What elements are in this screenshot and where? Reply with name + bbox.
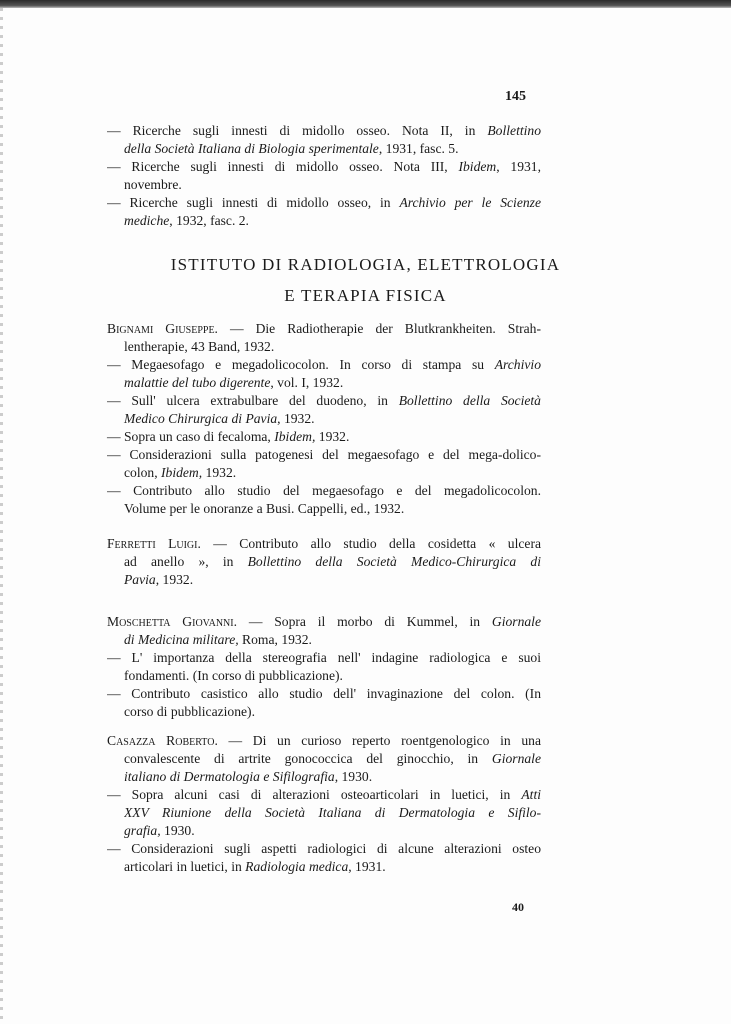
publication-title: Bollettino della Società Medico-Chirurgica di: [247, 554, 541, 569]
entry-line: [107, 356, 541, 374]
entry-text: corso di pubblicazione).: [124, 704, 255, 719]
entry-text: 1932.: [202, 465, 237, 480]
entry-author-line: [107, 535, 541, 553]
entry-line: [107, 840, 541, 858]
entry-line: [124, 750, 541, 768]
author-name: Moschetta Giovanni.: [107, 614, 238, 629]
section-heading-line-1: ISTITUTO DI RADIOLOGIA, ELETTROLOGIA: [170, 255, 561, 274]
entry-line: [124, 631, 312, 649]
entry-text: Roma, 1932.: [238, 632, 312, 647]
entry-text: , vol. I, 1932.: [270, 375, 344, 390]
entry-line: [124, 571, 193, 589]
publication-title: Bollettino della Società: [398, 393, 541, 408]
entry-line: [124, 464, 236, 482]
entry-line: [124, 768, 372, 786]
entry-author-line: [107, 732, 541, 750]
entry-line: [124, 703, 255, 721]
entry-text: , 1932, fasc. 2.: [169, 213, 249, 228]
entry-line: [107, 786, 541, 804]
entry-line: [107, 392, 541, 410]
entry-line: [124, 553, 541, 571]
entry-text: , 1931,: [496, 159, 541, 174]
entry-text: , 1932.: [277, 411, 315, 426]
publication-title: Giornale: [491, 614, 541, 629]
entry-text: 1930.: [160, 823, 195, 838]
entry-line: [107, 446, 541, 464]
publication-title: Bollettino: [487, 123, 541, 138]
entry-text: 1932.: [315, 429, 350, 444]
entry-text: — Considerazioni sugli aspetti radiologici di alcune alterazioni osteo: [107, 841, 541, 856]
publication-title: Archivio per le Scienze: [399, 195, 541, 210]
publication-title: Giornale: [491, 751, 541, 766]
publication-title: mediche: [124, 213, 170, 228]
entry-text: — Contributo allo studio del megaesofago e del megadolicocolon.: [107, 483, 541, 498]
entry-text: — Contributo allo studio della cosidetta « ulcera: [200, 536, 541, 551]
entry-text: fondamenti. (In corso di pubblicazione).: [124, 668, 343, 683]
entry-line: [107, 482, 541, 500]
publication-title: grafia,: [124, 823, 161, 838]
entry-line: [124, 667, 343, 685]
entry-line: [107, 194, 541, 212]
entry-line: [124, 410, 315, 428]
entry-text: — Die Radiotherapie der Blutkrankheiten. Strah-: [217, 321, 541, 336]
entry-line: [124, 176, 182, 194]
entry-author-line: [107, 613, 541, 631]
entry-line: [107, 122, 541, 140]
entry-line: [124, 858, 386, 876]
scan-top-border: [0, 0, 731, 8]
entry-text: — Sull' ulcera extrabulbare del duodeno, in: [107, 393, 399, 408]
entry-text: — Sopra alcuni casi di alterazioni osteoarticolari in luetici, in: [107, 787, 522, 802]
page-number: 145: [505, 89, 526, 104]
entry-text: convalescente di artrite gonococcica del ginocchio, in: [124, 751, 492, 766]
entry-text: , 1931, fasc. 5.: [378, 141, 459, 156]
section-heading-line-2: E TERAPIA FISICA: [284, 286, 447, 305]
entry-text: — Megaesofago e megadolicocolon. In corso di stampa su: [107, 357, 495, 372]
author-name: Casazza Roberto.: [107, 733, 218, 748]
entry-text: — Sopra il morbo di Kummel, in: [237, 614, 492, 629]
entry-text: — Ricerche sugli innesti di midollo osseo, in: [107, 195, 400, 210]
entry-text: , 1930.: [334, 769, 373, 784]
entry-line: [107, 158, 541, 176]
publication-title: Archivio: [494, 357, 541, 372]
entry-line: [124, 140, 459, 158]
entry-line: [124, 374, 343, 392]
publication-title: della Società Italiana di Biologia sperimentale: [124, 141, 379, 156]
entry-text: — Ricerche sugli innesti di midollo osseo. Nota III,: [107, 159, 459, 174]
author-name: Ferretti Luigi.: [107, 536, 201, 551]
entry-text: ad anello », in: [124, 554, 248, 569]
entry-text: articolari in luetici, in: [124, 859, 246, 874]
entry-line: [107, 685, 541, 703]
entry-text: novembre.: [124, 177, 182, 192]
entry-line: [124, 212, 249, 230]
publication-title: Ibidem: [458, 159, 497, 174]
publication-title: XXV Riunione della Società Italiana di Dermatologia e Sifilo-: [124, 805, 541, 820]
entry-text: — Ricerche sugli innesti di midollo osseo. Nota II, in: [107, 123, 488, 138]
publication-title: italiano di Dermatologia e Sifilografia: [124, 769, 335, 784]
entry-text: , 1931.: [348, 859, 386, 874]
entry-line: [124, 338, 274, 356]
author-name: Bignami Giuseppe.: [107, 321, 218, 336]
entry-text: — Sopra un caso di fecaloma,: [107, 429, 275, 444]
publication-title: Pavia: [124, 572, 156, 587]
entry-text: — L' importanza della stereografia nell' indagine radiologica e suoi: [107, 650, 541, 665]
entry-line: [124, 804, 541, 822]
entry-text: — Contributo casistico allo studio dell' invaginazione del colon. (In: [107, 686, 541, 701]
entry-text: , 1932.: [155, 572, 194, 587]
publication-title: Radiologia medica: [245, 859, 349, 874]
entry-text: — Considerazioni sulla patogenesi del megaesofago e del mega-dolico-: [107, 447, 541, 462]
entry-text: lentherapie, 43 Band, 1932.: [124, 339, 275, 354]
entry-text: Volume per le onoranze a Busi. Cappelli, ed., 1932.: [124, 501, 405, 516]
entry-text: colon,: [124, 465, 161, 480]
publication-title: Ibidem,: [161, 465, 203, 480]
publication-title: malattie del tubo digerente: [124, 375, 271, 390]
entry-line: [124, 500, 404, 518]
publication-title: Medico Chirurgica di Pavia: [124, 411, 278, 426]
publication-title: Atti: [521, 787, 541, 802]
entry-line: [107, 649, 541, 667]
entry-author-line: [107, 320, 541, 338]
signature-mark: 40: [512, 900, 524, 914]
publication-title: Ibidem,: [274, 429, 316, 444]
entry-line: [107, 428, 349, 446]
entry-line: [124, 822, 195, 840]
entry-text: — Di un curioso reperto roentgenologico in una: [217, 733, 541, 748]
scan-left-edge: [0, 8, 3, 1024]
publication-title: di Medicina militare,: [124, 632, 239, 647]
